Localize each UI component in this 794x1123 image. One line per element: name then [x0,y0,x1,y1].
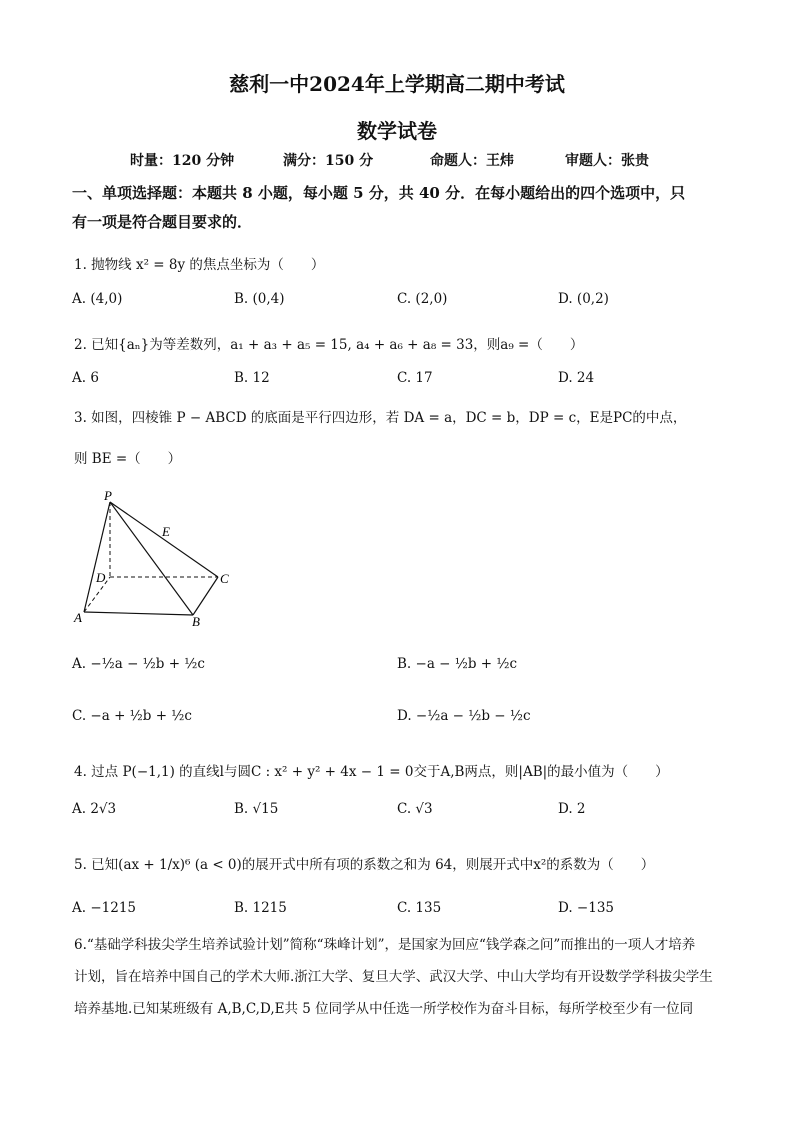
q1-option-c: C. (2,0) [397,291,448,307]
q1-option-d: D. (0,2) [558,291,609,307]
q3-option-d: D. −½a − ½b − ½c [397,708,531,724]
q6-line1: 6.“基础学科拔尖学生培养试验计划”简称“珠峰计划”，是国家为回应“钱学森之问”而推出的一项人才培养 [74,937,696,953]
q5-option-d: D. −135 [558,900,615,916]
q5-option-a: A. −1215 [72,900,136,916]
pyramid-figure [70,488,240,628]
label-c: C [220,571,229,586]
q5-option-c: C. 135 [397,900,442,916]
label-a: A [74,610,82,625]
label-d: D [96,570,106,585]
q3-option-b: B. −a − ½b + ½c [397,656,518,672]
label-b: B [192,614,200,628]
q5-stem: 5. 已知(ax + 1/x)⁶ (a < 0)的展开式中所有项的系数之和为 64，则展开式中x²的系数为（ ） [74,857,655,873]
meta-time: 时量：120 分钟 [130,153,235,169]
q3-option-a: A. −½a − ½b + ½c [72,656,205,672]
q4-option-b: B. √15 [234,801,279,817]
meta-reviewer: 审题人：张贵 [565,153,649,169]
q3-option-c: C. −a + ½b + ½c [72,708,192,724]
q3-stem-line1: 3. 如图，四棱锥 P − ABCD 的底面是平行四边形，若 DA = a，DC = b，DP = c，E是PC的中点， [74,410,687,426]
q1-stem: 1. 抛物线 x² = 8y 的焦点坐标为（ ） [74,257,325,273]
q2-option-c: C. 17 [397,370,433,386]
label-p: P [104,488,112,503]
section1-line1: 一、单项选择题：本题共 8 小题，每小题 5 分，共 40 分．在每小题给出的四个选项中，只 [72,184,686,202]
label-e: E [162,524,170,539]
q2-option-d: D. 24 [558,370,595,386]
q4-stem: 4. 过点 P(−1,1) 的直线l与圆C : x² + y² + 4x − 1 = 0交于A,B两点，则|AB|的最小值为（ ） [74,764,669,780]
q2-option-a: A. 6 [72,370,99,386]
q4-option-a: A. 2√3 [72,801,117,817]
q1-option-a: A. (4,0) [72,291,123,307]
q4-option-c: C. √3 [397,801,433,817]
q2-stem: 2. 已知{aₙ}为等差数列，a₁ + a₃ + a₅ = 15, a₄ + a₆ + a₈ = 33，则a₉ =（ ） [74,337,584,353]
exam-subtitle: 数学试卷 [357,119,437,143]
q6-line2: 计划，旨在培养中国自己的学术大师.浙江大学、复旦大学、武汉大学、中山大学均有开设数学学科拔尖学生 [74,969,713,985]
q3-stem-line2: 则 BE =（ ） [74,451,182,467]
q6-line3: 培养基地.已知某班级有 A,B,C,D,E共 5 位同学从中任选一所学校作为奋斗目标，每所学校至少有一位同 [74,1001,694,1017]
q4-option-d: D. 2 [558,801,586,817]
q2-option-b: B. 12 [234,370,270,386]
meta-score: 满分：150 分 [283,153,374,169]
q5-option-b: B. 1215 [234,900,287,916]
q1-option-b: B. (0,4) [234,291,285,307]
meta-setter: 命题人：王炜 [430,153,514,169]
exam-title: 慈利一中2024年上学期高二期中考试 [229,72,565,96]
section1-line2: 有一项是符合题目要求的． [72,213,253,231]
